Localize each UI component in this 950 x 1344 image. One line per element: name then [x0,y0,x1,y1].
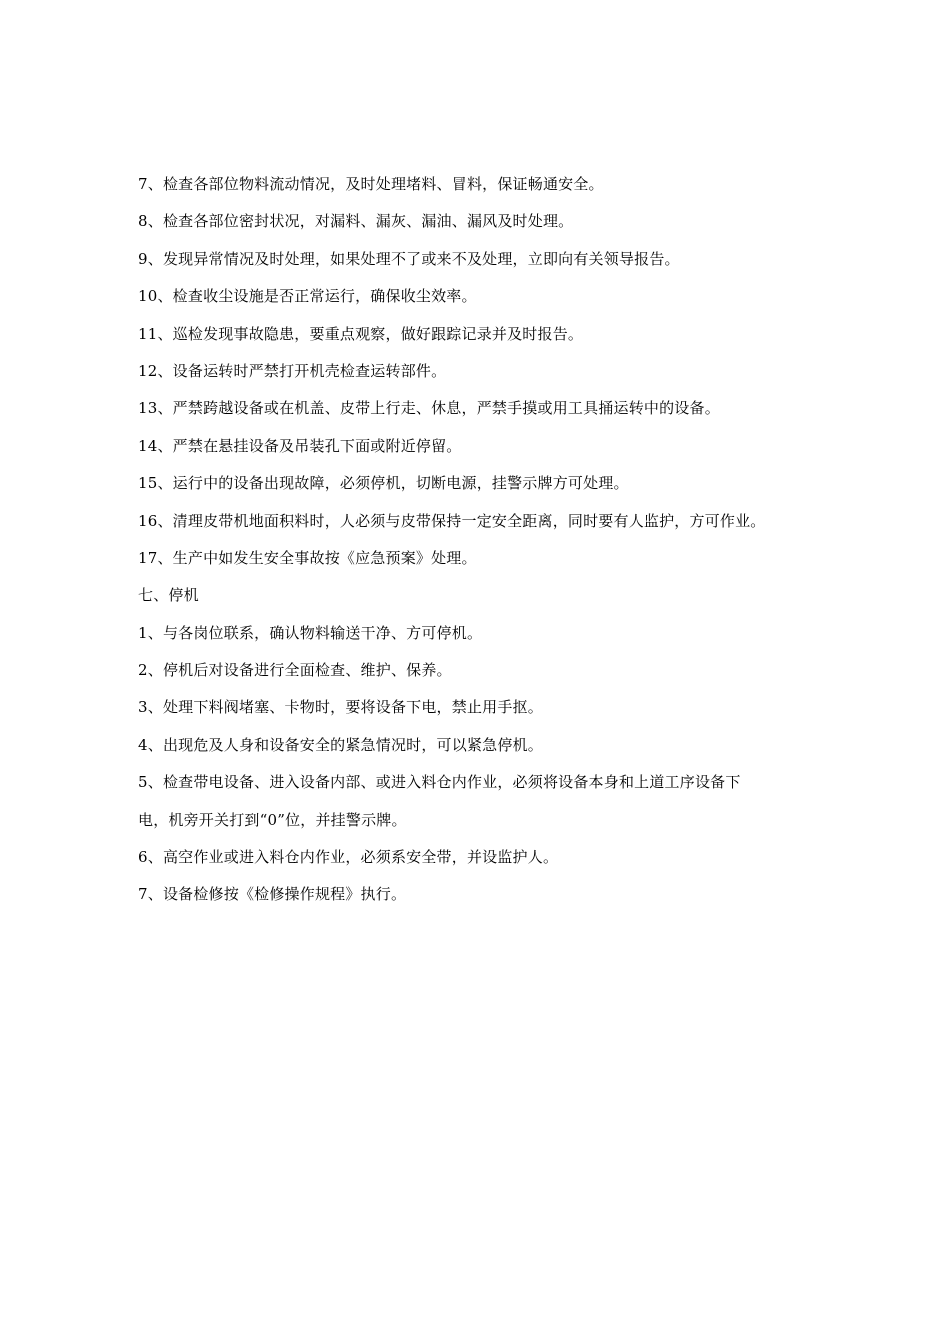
paragraph-10: 10、检查收尘设施是否正常运行，确保收尘效率。 [138,287,477,306]
section-heading-shutdown: 七、停机 [138,586,199,605]
paragraph-13: 13、严禁跨越设备或在机盖、皮带上行走、休息，严禁手摸或用工具捅运转中的设备。 [138,399,720,418]
shutdown-item-3: 3、处理下料阀堵塞、卡物时，要将设备下电，禁止用手抠。 [138,698,543,717]
shutdown-item-5: 5、检查带电设备、进入设备内部、或进入料仓内作业，必须将设备本身和上道工序设备下 [138,773,741,792]
paragraph-11: 11、巡检发现事故隐患，要重点观察，做好跟踪记录并及时报告。 [138,324,584,343]
paragraph-7: 7、检查各部位物料流动情况，及时处理堵料、冒料，保证畅通安全。 [138,175,604,193]
shutdown-item-7: 7、设备检修按《检修操作规程》执行。 [138,885,407,904]
paragraph-16: 16、清理皮带机地面积料时，人必须与皮带保持一定安全距离，同时要有人监护，方可作业。 [138,511,766,530]
paragraph-15: 15、运行中的设备出现故障，必须停机，切断电源，挂警示牌方可处理。 [138,474,629,493]
shutdown-item-4: 4、出现危及人身和设备安全的紧急情况时，可以紧急停机。 [138,735,543,754]
paragraph-14: 14、严禁在悬挂设备及吊装孔下面或附近停留。 [138,436,462,455]
shutdown-item-6: 6、高空作业或进入料仓内作业，必须系安全带，并设监护人。 [138,848,559,867]
paragraph-8: 8、检查各部位密封状况，对漏料、漏灰、漏油、漏风及时处理。 [138,212,574,231]
paragraph-12: 12、设备运转时严禁打开机壳检查运转部件。 [138,361,447,380]
shutdown-item-1: 1、与各岗位联系，确认物料输送干净、方可停机。 [138,623,483,642]
paragraph-17: 17、生产中如发生安全事故按《应急预案》处理。 [138,548,477,567]
shutdown-item-2: 2、停机后对设备进行全面检查、维护、保养。 [138,661,452,680]
paragraph-9: 9、发现异常情况及时处理，如果处理不了或来不及处理，立即向有关领导报告。 [138,249,680,268]
shutdown-item-5-continued: 电，机旁开关打到“0”位，并挂警示牌。 [138,810,407,829]
document-body [138,170,828,918]
